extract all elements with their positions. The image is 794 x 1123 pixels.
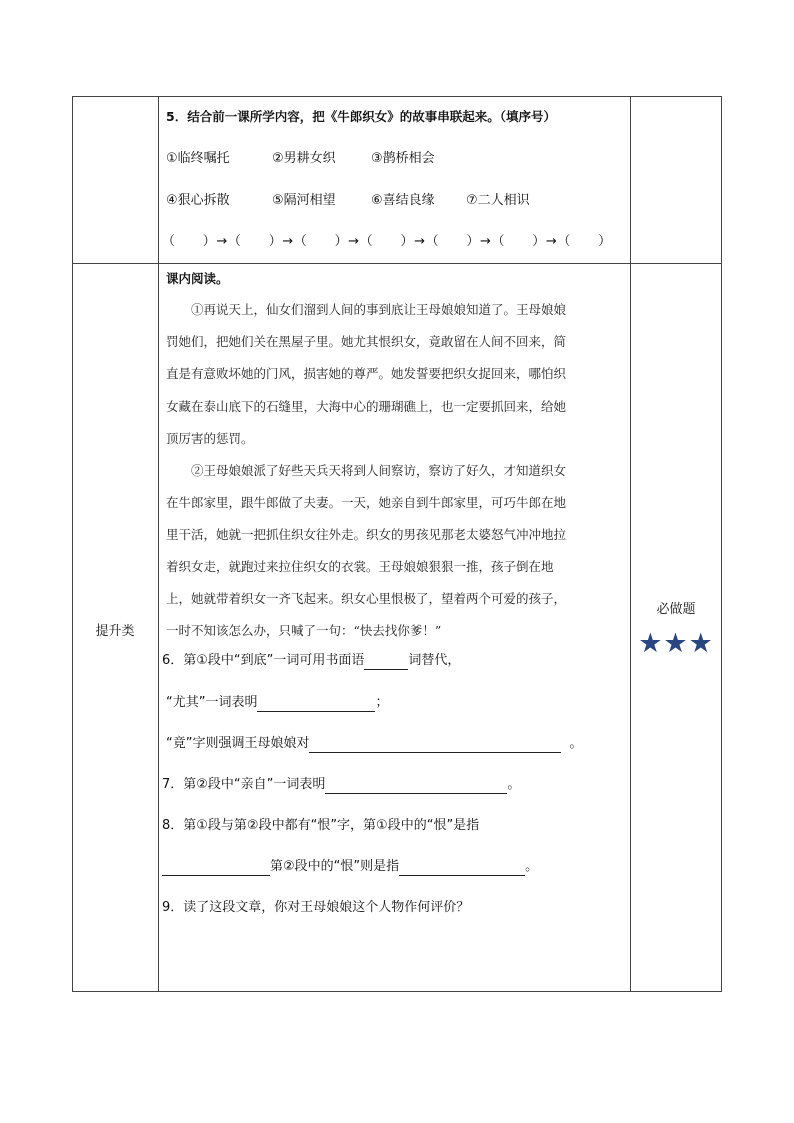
question-8: 8．第①段与第②段中都有“恨”字，第①段中的“恨”是指: [162, 818, 480, 833]
sequence-answer-blanks[interactable]: （ ）→（ ）→（ ）→（ ）→（ ）→（ ）→（ ）: [162, 234, 612, 249]
option-5: ⑤隔河相望: [272, 193, 336, 208]
paragraph-line: ①再说天上，仙女们溜到人间的事到底让王母娘娘知道了。王母娘娘: [166, 302, 567, 317]
option-7: ⑦二人相识: [466, 193, 530, 208]
paragraph-line: 里干活，她就一把抓住织女往外走。织女的男孩见那老太婆怒气冲冲地拉: [166, 527, 567, 542]
category-label: 提升类: [95, 624, 135, 639]
paragraph-line: 女藏在泰山底下的石缝里，大海中心的珊瑚礁上，也一定要抓回来，给她: [166, 399, 567, 414]
table-border-bottom: [72, 991, 722, 992]
worksheet-table: [72, 96, 722, 992]
answer-blank[interactable]: [257, 697, 375, 712]
difficulty-star-rating: ★★★: [638, 628, 714, 659]
column-divider-1: [158, 96, 159, 992]
answer-blank[interactable]: [162, 861, 270, 876]
question-6a: 6．第①段中“到底”一词可用书面语 词替代，: [162, 653, 461, 668]
option-2: ②男耕女织: [272, 151, 336, 166]
paragraph-line: 在牛郎家里，跟牛郎做了夫妻。一天，她亲自到牛郎家里，可巧牛郎在地: [166, 495, 567, 510]
option-1: ①临终嘱托: [166, 151, 230, 166]
answer-blank[interactable]: [325, 779, 507, 794]
table-border-right: [721, 96, 722, 992]
option-4: ④狠心拆散: [166, 193, 230, 208]
question-7: 7．第②段中“亲自”一词表明 。: [162, 777, 521, 792]
paragraph-line: 罚她们，把她们关在黑屋子里。她尤其恨织女，竟敢留在人间不回来，简: [166, 334, 567, 349]
table-border-top: [72, 96, 722, 97]
column-divider-2: [630, 96, 631, 992]
paragraph-line: 直是有意败坏她的门风，损害她的尊严。她发誓要把织女捉回来，哪怕织: [166, 366, 567, 381]
question-6b: “尤其”一词表明 ；: [166, 695, 389, 710]
paragraph-line: 上，她就带着织女一齐飞起来。织女心里恨极了，望着两个可爱的孩子，: [166, 591, 567, 606]
answer-blank[interactable]: [364, 655, 408, 670]
question-9: 9．读了这段文章，你对王母娘娘这个人物作何评价？: [162, 900, 470, 915]
paragraph-line: 顶厉害的惩罚。: [166, 431, 254, 446]
question-5: 5．结合前一课所学内容，把《牛郎织女》的故事串联起来。（填序号）: [166, 109, 556, 124]
answer-blank[interactable]: [309, 738, 561, 753]
option-6: ⑥喜结良缘: [371, 193, 435, 208]
paragraph-line: 着织女走，就跑过来拉住织女的衣裳。王母娘娘狠狠一推，孩子倒在地: [166, 559, 554, 574]
option-3: ③鹊桥相会: [371, 151, 435, 166]
paragraph-line: ②王母娘娘派了好些天兵天将到人间察访，察访了好久，才知道织女: [166, 463, 567, 478]
section-title: 课内阅读。: [166, 271, 229, 286]
paragraph-line: 一时不知该怎么办，只喊了一句：“快去找你爹！”: [166, 623, 442, 638]
question-6c: “竟”字则强调王母娘娘对 。: [166, 736, 583, 751]
difficulty-label: 必做题: [656, 602, 696, 617]
answer-blank[interactable]: [399, 861, 525, 876]
question-8-answers: 第②段中的“恨”则是指 。: [162, 858, 538, 876]
row-divider: [72, 263, 722, 264]
table-border-left: [72, 96, 73, 992]
